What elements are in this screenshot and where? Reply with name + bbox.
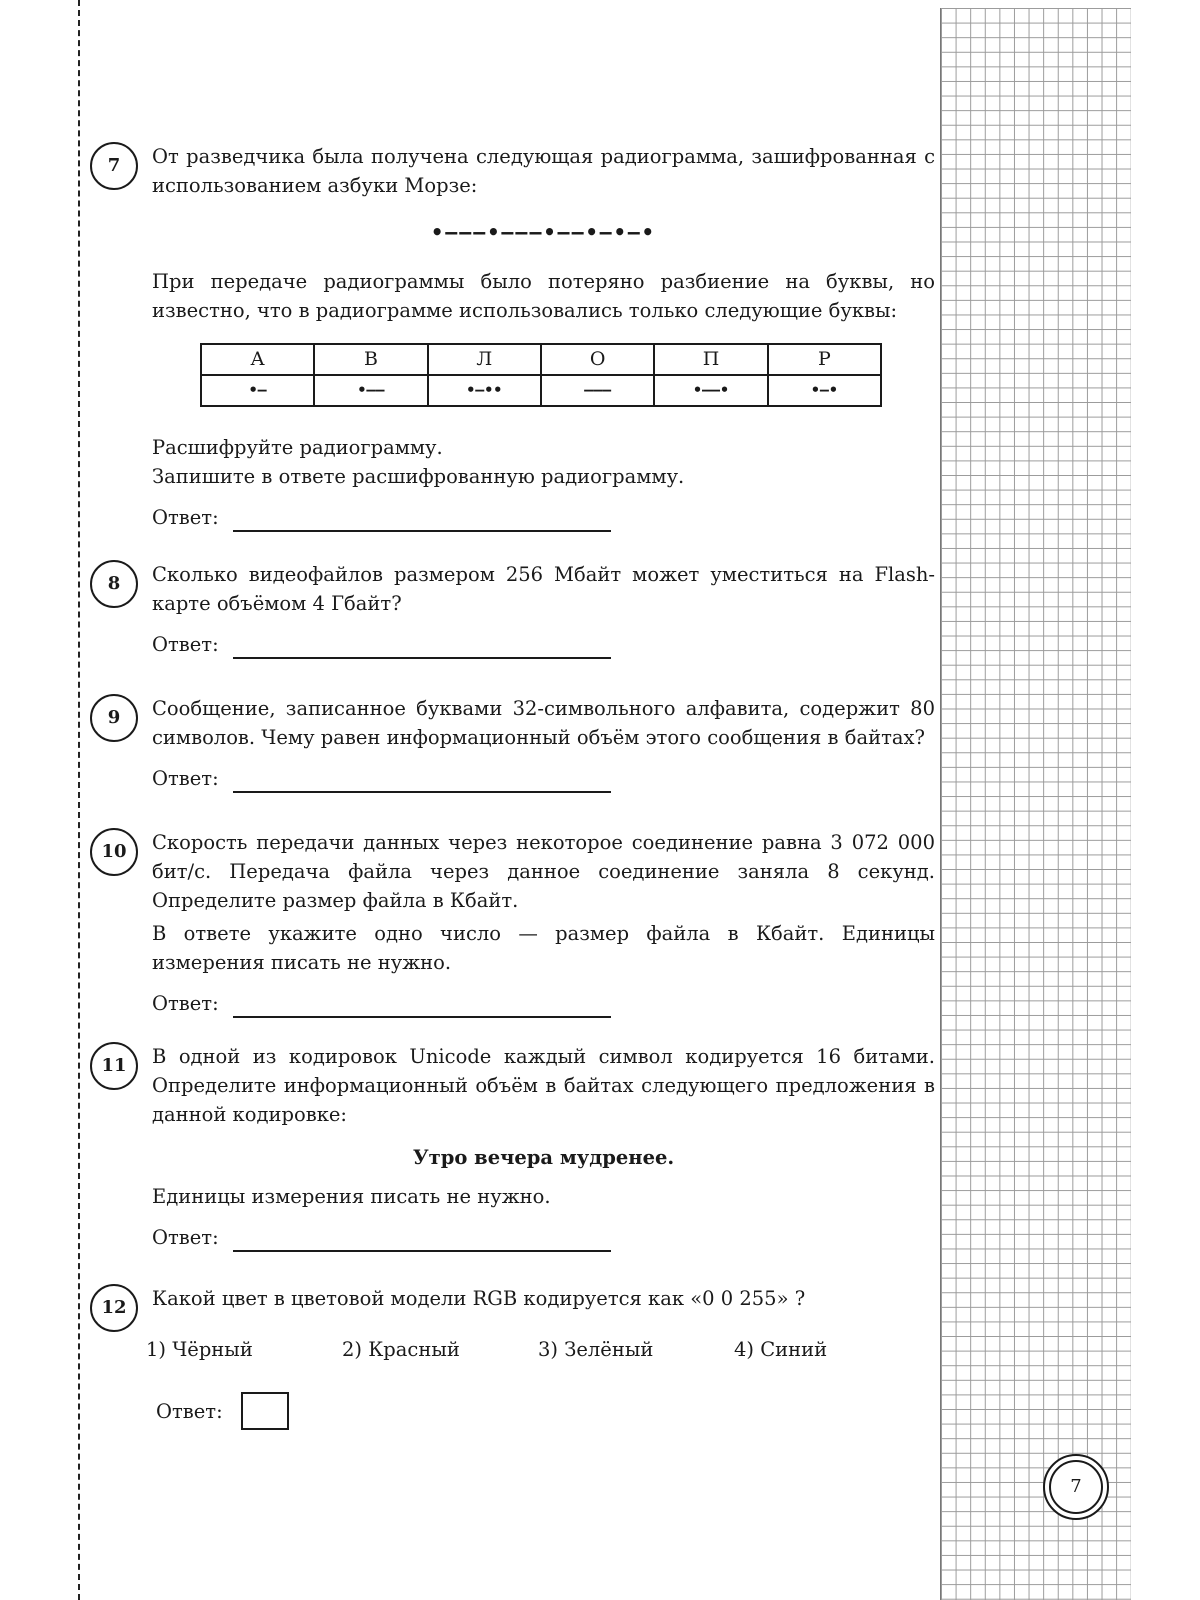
question-number: 11 <box>90 1042 138 1090</box>
answer-label: Ответ: <box>152 633 219 656</box>
question-text: При передаче радиограммы было потеряно разбиение на буквы, но известно, что в радиограмме использовались только следующие буквы: <box>152 270 935 322</box>
question-number: 12 <box>90 1284 138 1332</box>
answer-label: Ответ: <box>152 506 219 529</box>
cut-line <box>78 0 80 1600</box>
question-text: Какой цвет в цветовой модели RGB кодируется как «0 0 255» ? <box>152 1287 806 1310</box>
question-text: Сколько видеофайлов размером 256 Мбайт может уместиться на Flash-карте объёмом 4 Гбайт? <box>152 563 935 615</box>
question-text: Сообщение, записанное буквами 32-символьного алфавита, содержит 80 символов. Чему равен информационный объём этого сообщения в байтах? <box>152 697 935 749</box>
answer-row <box>152 764 935 793</box>
table-cell: О <box>541 344 654 375</box>
question-11 <box>90 1042 935 1252</box>
question-number: 8 <box>90 560 138 608</box>
answer-row <box>156 1392 935 1430</box>
table-cell: В <box>314 344 427 375</box>
question-text: От разведчика была получена следующая радиограмма, зашифрованная с использованием азбуки Морзе: <box>152 145 935 197</box>
answer-field[interactable] <box>233 994 611 1018</box>
morse-message: •–––•–––•––•–•–• <box>431 220 656 244</box>
table-cell: •––• <box>654 375 767 406</box>
table-cell: Л <box>428 344 541 375</box>
table-cell: •– <box>201 375 314 406</box>
answer-box[interactable] <box>241 1392 289 1430</box>
table-cell: •–– <box>314 375 427 406</box>
answer-label: Ответ: <box>156 1399 223 1423</box>
question-8 <box>90 560 935 659</box>
answer-row <box>152 989 935 1018</box>
question-9 <box>90 694 935 793</box>
question-text: В ответе укажите одно число — размер файла в Кбайт. Единицы измерения писать не нужно. <box>152 922 935 974</box>
table-cell: А <box>201 344 314 375</box>
question-number: 7 <box>90 142 138 190</box>
table-cell: •–•• <box>428 375 541 406</box>
question-number: 9 <box>90 694 138 742</box>
morse-table <box>200 343 882 407</box>
option-1[interactable]: 1) Чёрный <box>146 1338 253 1361</box>
question-text: Запишите в ответе расшифрованную радиограмму. <box>152 465 685 488</box>
answer-label: Ответ: <box>152 767 219 790</box>
answer-options <box>146 1335 935 1364</box>
answer-field[interactable] <box>233 508 611 532</box>
answer-label: Ответ: <box>152 1226 219 1249</box>
answer-field[interactable] <box>233 635 611 659</box>
answer-label: Ответ: <box>152 992 219 1015</box>
question-text: Расшифруйте радиограмму. <box>152 436 443 459</box>
option-4[interactable]: 4) Синий <box>734 1338 828 1361</box>
question-10 <box>90 828 935 1018</box>
question-text: В одной из кодировок Unicode каждый символ кодируется 16 битами. Определите информационный объём в байтах следующего предложения в данной кодировке: <box>152 1045 935 1126</box>
question-text: Скорость передачи данных через некоторое соединение равна 3 072 000 бит/с. Передача файла через данное соединение заняла 8 секунд. Определите размер файла в Кбайт. <box>152 831 935 912</box>
table-cell: ––– <box>541 375 654 406</box>
question-7 <box>90 142 935 532</box>
table-cell: Р <box>768 344 881 375</box>
question-number: 10 <box>90 828 138 876</box>
answer-row <box>152 1223 935 1252</box>
page-number: 7 <box>1049 1460 1103 1514</box>
table-cell: •–• <box>768 375 881 406</box>
phrase: Утро вечера мудренее. <box>412 1146 675 1169</box>
answer-row <box>152 630 935 659</box>
table-cell: П <box>654 344 767 375</box>
answer-field[interactable] <box>233 769 611 793</box>
question-12 <box>90 1284 935 1430</box>
page-number-badge <box>1043 1454 1109 1520</box>
draft-grid <box>940 8 1131 1600</box>
question-text: Единицы измерения писать не нужно. <box>152 1185 551 1208</box>
option-2[interactable]: 2) Красный <box>342 1338 460 1361</box>
answer-row <box>152 503 935 532</box>
answer-field[interactable] <box>233 1228 611 1252</box>
option-3[interactable]: 3) Зелёный <box>538 1338 654 1361</box>
